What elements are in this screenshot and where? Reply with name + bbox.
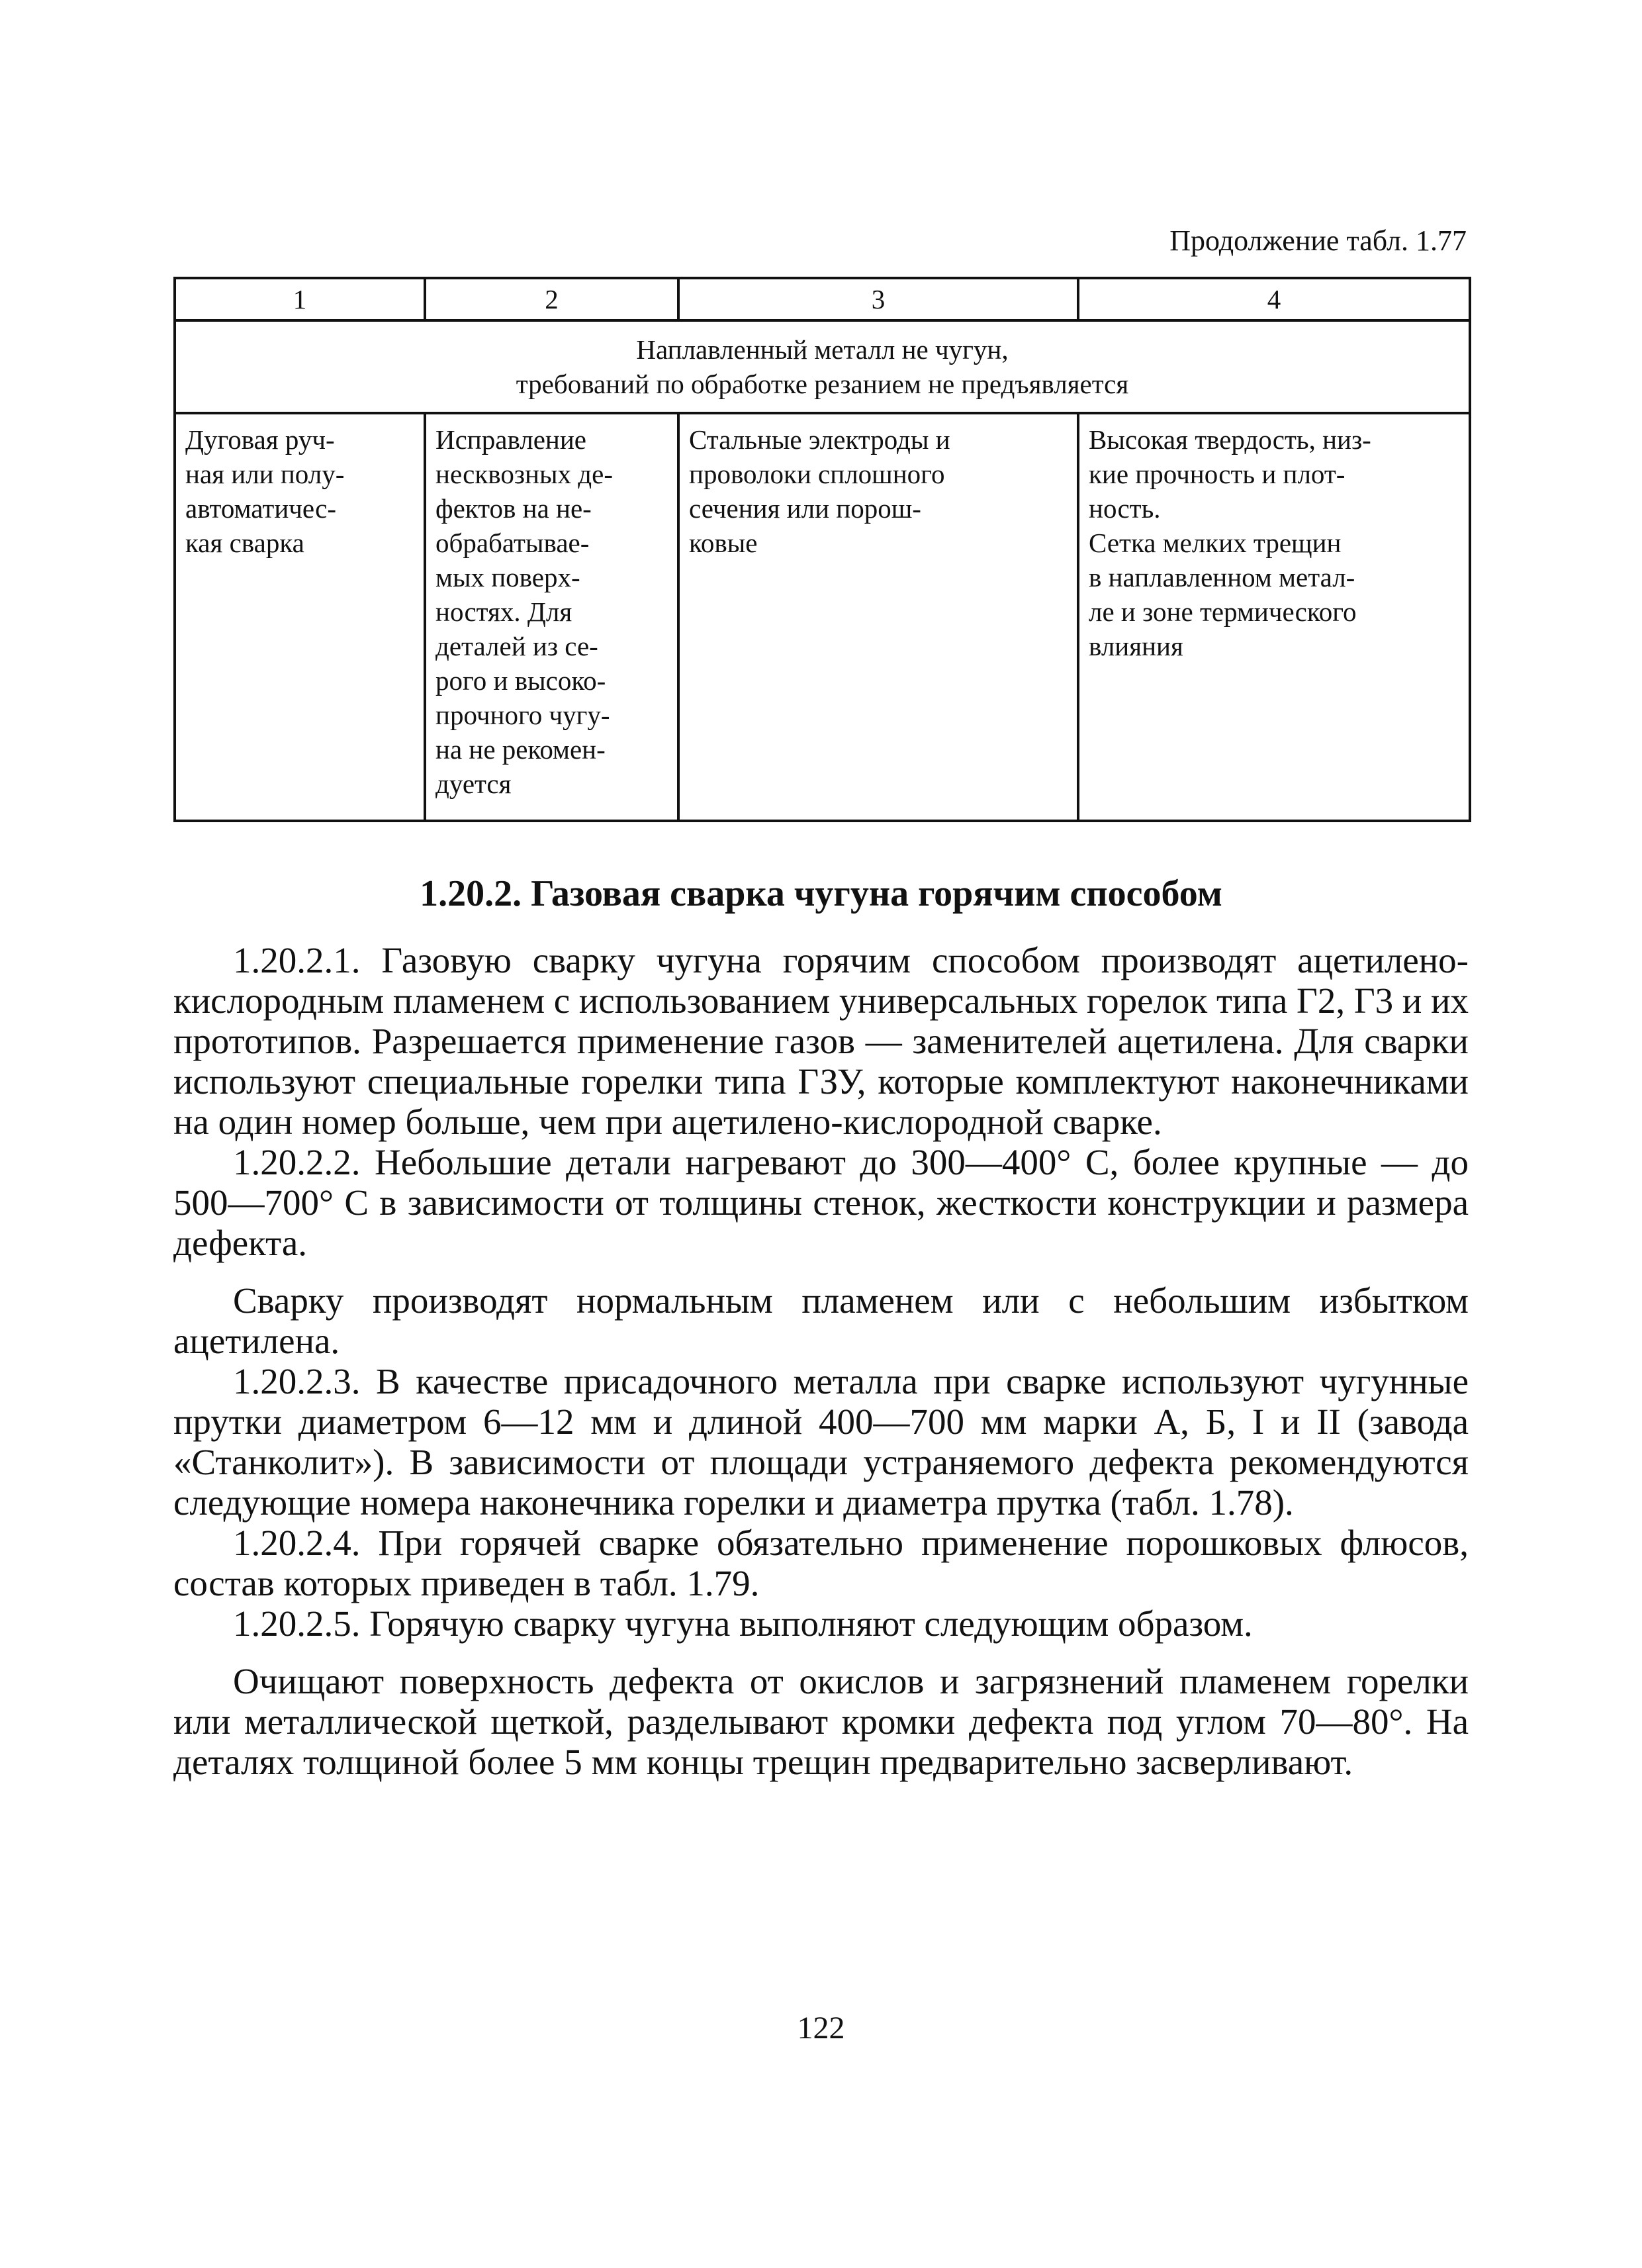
paragraph: Сварку производят нормальным пламенем или с небольшим избытком ацетилена. <box>173 1280 1469 1361</box>
paragraph: 1.20.2.4. При горячей сварке обязательно применение порошковых флюсов, состав которых приведен в табл. 1.79. <box>173 1523 1469 1603</box>
table-span-row <box>175 320 1470 413</box>
table-1-77 <box>173 277 1471 822</box>
body-text <box>173 940 1469 1782</box>
paragraph: 1.20.2.5. Горячую сварку чугуна выполняют следующим образом. <box>233 1603 1253 1644</box>
section-heading: 1.20.2. Газовая сварка чугуна горячим способом <box>420 873 1222 914</box>
table-cell-purpose: Исправление несквозных де- фектов на не- обрабатывае- мых поверх- ностях. Для деталей из се- рого и высоко- прочного чугу- на не рекомен- дуется <box>425 413 678 821</box>
column-header: 2 <box>425 278 678 320</box>
paragraph: 1.20.2.3. В качестве присадочного металла при сварке используют чугунные прутки диаметром 6—12 мм и длиной 400—700 мм марки А, Б, I и II (завода «Станколит»). В зависимости от площади устраняемого дефекта рекомендуются следующие номера наконечника горелки и диаметра прутка (табл. 1.78). <box>173 1361 1469 1523</box>
paragraph: 1.20.2.1. Газовую сварку чугуна горячим способом производят ацетилено-кислородным пламенем с использованием универсальных горелок типа Г2, Г3 и их прототипов. Разрешается применение газов — заменителей ацетилена. Для сварки используют специальные горелки типа ГЗУ, которые комплектуют наконечниками на один номер больше, чем при ацетилено-кислородной сварке. <box>173 940 1469 1142</box>
table-continuation-label: Продолжение табл. 1.77 <box>1169 224 1467 257</box>
paragraph: 1.20.2.2. Небольшие детали нагревают до 300—400° С, более крупные — до 500—700° С в зависимости от толщины стенок, жесткости конструкции и размера дефекта. <box>173 1142 1469 1263</box>
paragraph: Очищают поверхность дефекта от окислов и загрязнений пламенем горелки или металлической щеткой, разделывают кромки дефекта под углом 70—80°. На деталях толщиной более 5 мм концы трещин предварительно засверливают. <box>173 1661 1469 1782</box>
span-line-2: требований по обработке резанием не предъявляется <box>516 369 1129 399</box>
table-cell-materials: Стальные электроды и проволоки сплошного сечения или порош- ковые <box>678 413 1078 821</box>
table-header-row <box>175 278 1470 320</box>
table-row <box>175 413 1470 821</box>
column-header: 4 <box>1078 278 1470 320</box>
page-number: 122 <box>797 2010 845 2046</box>
span-line-1: Наплавленный металл не чугун, <box>636 334 1009 365</box>
column-header: 1 <box>175 278 425 320</box>
table-cell-method: Дуговая руч- ная или полу- автоматичес- кая сварка <box>175 413 425 821</box>
column-header: 3 <box>678 278 1078 320</box>
spanning-cell <box>175 320 1470 413</box>
table-cell-properties: Высокая твердость, низ- кие прочность и плот- ность. Сетка мелких трещин в наплавленном метал- ле и зоне термического влияния <box>1078 413 1470 821</box>
